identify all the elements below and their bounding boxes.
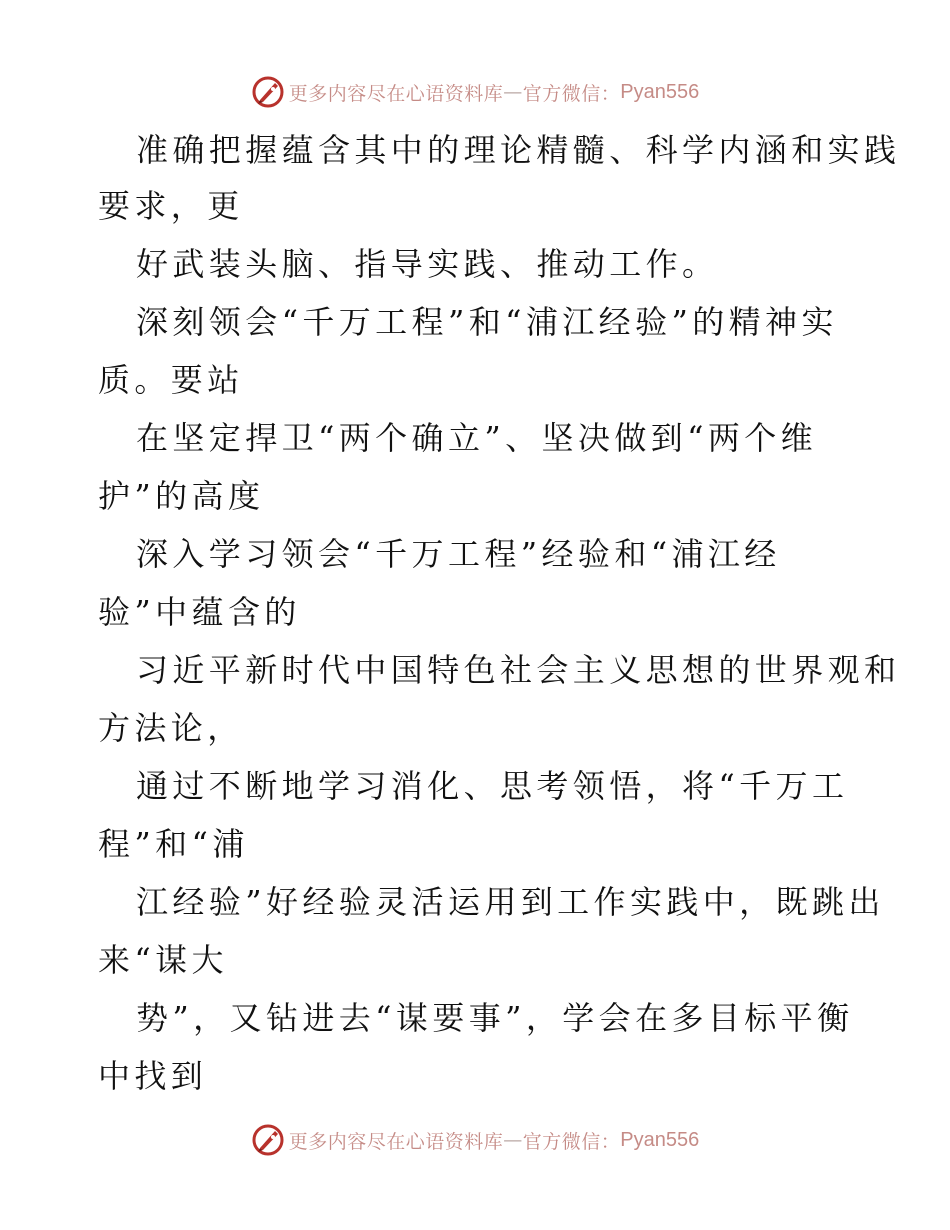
paragraph-6-line-1: 习近平新时代中国特色社会主义思想的世界观和 <box>136 651 901 689</box>
header-watermark <box>0 72 950 112</box>
footer-watermark <box>0 1120 950 1160</box>
watermark-separator: — <box>503 81 523 103</box>
paragraph-5-line-2: 验”中蕴含的 <box>98 593 301 631</box>
paragraph-4-line-1: 在坚定捍卫“两个确立”、坚决做到“两个维 <box>136 419 818 457</box>
paragraph-3-line-2: 质。要站 <box>98 361 244 399</box>
paragraph-7-line-2: 程”和“浦 <box>98 825 249 863</box>
paragraph-9-line-2: 中找到 <box>98 1057 208 1095</box>
quill-pen-logo-icon <box>251 75 285 109</box>
watermark-site-text: 更多内容尽在心语资料库 <box>288 82 504 105</box>
watermark-wechat-id: Pyan556 <box>620 1128 700 1151</box>
quill-pen-logo-icon <box>251 1123 285 1157</box>
watermark-wechat-label: 官方微信： <box>522 82 621 105</box>
paragraph-3-line-1: 深刻领会“千万工程”和“浦江经验”的精神实 <box>136 303 838 341</box>
paragraph-4-line-2: 护”的高度 <box>98 477 265 515</box>
paragraph-8-line-1: 江经验”好经验灵活运用到工作实践中，既跳出 <box>136 883 885 921</box>
watermark-wechat-label: 官方微信： <box>522 1130 621 1153</box>
paragraph-8-line-2: 来“谋大 <box>98 941 228 979</box>
paragraph-9-line-1: 势”，又钻进去“谋要事”，学会在多目标平衡 <box>136 999 854 1037</box>
paragraph-2-line-1: 好武装头脑、指导实践、推动工作。 <box>136 245 719 283</box>
paragraph-7-line-1: 通过不断地学习消化、思考领悟，将“千万工 <box>136 767 849 805</box>
paragraph-1-line-1: 准确把握蕴含其中的理论精髓、科学内涵和实践 <box>136 131 901 169</box>
watermark-separator: — <box>503 1129 523 1151</box>
paragraph-1-line-2: 要求，更 <box>98 187 244 225</box>
paragraph-6-line-2: 方法论， <box>98 709 244 747</box>
watermark-wechat-id: Pyan556 <box>620 80 700 103</box>
paragraph-5-line-1: 深入学习领会“千万工程”经验和“浦江经 <box>136 535 781 573</box>
watermark-site-text: 更多内容尽在心语资料库 <box>288 1130 504 1153</box>
